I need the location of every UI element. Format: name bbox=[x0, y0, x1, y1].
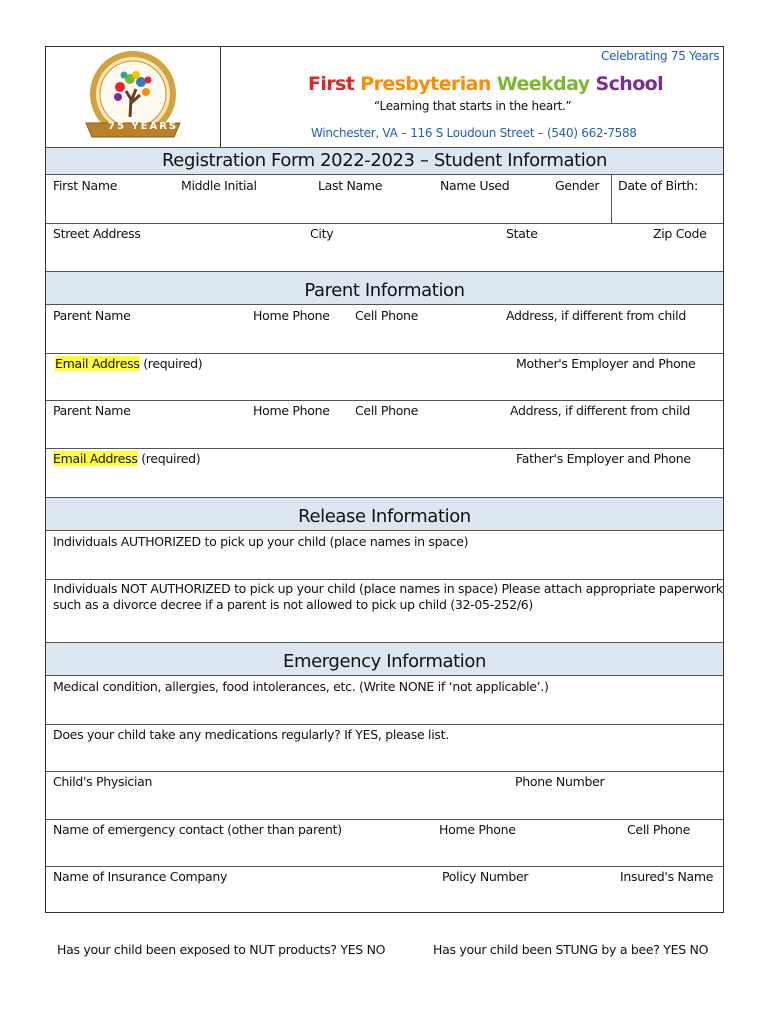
registration-form bbox=[45, 46, 724, 913]
label-email-1 bbox=[55, 356, 202, 371]
label-address-diff-2: Address, if different from child bbox=[510, 403, 690, 418]
label-physician: Child's Physician bbox=[53, 774, 153, 789]
label-insurance: Name of Insurance Company bbox=[53, 869, 228, 884]
divider bbox=[46, 579, 723, 580]
label-cell-phone-2: Cell Phone bbox=[355, 403, 419, 418]
address-line: Winchester, VA – 116 S Loudoun Street – (540) 662-7588 bbox=[311, 126, 637, 140]
required-text: (required) bbox=[141, 451, 201, 466]
school-name-presbyterian: Presbyterian bbox=[360, 73, 491, 95]
divider bbox=[46, 866, 723, 867]
nut-question: Has your child been exposed to NUT products? YES NO bbox=[57, 942, 386, 957]
label-emergency-contact: Name of emergency contact (other than parent) bbox=[53, 822, 342, 837]
label-parent-name-1: Parent Name bbox=[53, 308, 131, 323]
logo-cell bbox=[46, 47, 221, 147]
school-logo bbox=[46, 47, 221, 147]
bee-question: Has your child been STUNG by a bee? YES NO bbox=[433, 942, 709, 957]
label-first-name: First Name bbox=[53, 178, 118, 193]
label-not-authorized-line2: such as a divorce decree if a parent is not allowed to pick up child (32-05-252/6) bbox=[53, 597, 533, 612]
label-medical: Medical condition, allergies, food intolerances, etc. (Write NONE if ‘not applicable’.) bbox=[53, 679, 549, 694]
divider bbox=[46, 400, 723, 401]
label-home-phone-1: Home Phone bbox=[253, 308, 330, 323]
divider bbox=[46, 353, 723, 354]
required-text: (required) bbox=[143, 356, 203, 371]
label-dob: Date of Birth: bbox=[618, 178, 698, 193]
divider bbox=[46, 448, 723, 449]
label-authorized: Individuals AUTHORIZED to pick up your child (place names in space) bbox=[53, 534, 469, 549]
label-zip-code: Zip Code bbox=[653, 226, 707, 241]
label-street-address: Street Address bbox=[53, 226, 141, 241]
label-policy-number: Policy Number bbox=[442, 869, 529, 884]
label-gender: Gender bbox=[555, 178, 600, 193]
tagline: “Learning that starts in the heart.” bbox=[374, 99, 572, 113]
celebrating-text: Celebrating 75 Years bbox=[601, 49, 720, 63]
divider bbox=[46, 724, 723, 725]
divider bbox=[46, 223, 723, 224]
school-name bbox=[308, 73, 663, 95]
divider bbox=[46, 819, 723, 820]
label-emergency-cell-phone: Cell Phone bbox=[627, 822, 691, 837]
label-home-phone-2: Home Phone bbox=[253, 403, 330, 418]
divider bbox=[46, 771, 723, 772]
label-mother-employer: Mother's Employer and Phone bbox=[516, 356, 696, 371]
label-state: State bbox=[506, 226, 538, 241]
label-name-used: Name Used bbox=[440, 178, 510, 193]
label-city: City bbox=[310, 226, 334, 241]
label-middle-initial: Middle Initial bbox=[181, 178, 257, 193]
label-insured-name: Insured's Name bbox=[620, 869, 714, 884]
label-emergency-home-phone: Home Phone bbox=[439, 822, 516, 837]
section-release-info: Release Information bbox=[46, 497, 723, 531]
school-name-school: School bbox=[595, 73, 664, 95]
logo-banner-text: 75 YEARS bbox=[108, 121, 179, 132]
section-parent-info: Parent Information bbox=[46, 271, 723, 305]
label-medications: Does your child take any medications regularly? If YES, please list. bbox=[53, 727, 449, 742]
label-cell-phone-1: Cell Phone bbox=[355, 308, 419, 323]
section-emergency-info: Emergency Information bbox=[46, 642, 723, 676]
label-father-employer: Father's Employer and Phone bbox=[516, 451, 691, 466]
email-address-highlight: Email Address bbox=[55, 356, 140, 371]
dob-divider bbox=[611, 175, 612, 223]
label-email-2 bbox=[53, 451, 200, 466]
label-phone-number: Phone Number bbox=[515, 774, 605, 789]
school-name-first: First bbox=[308, 73, 355, 95]
section-student-info: Registration Form 2022-2023 – Student Information bbox=[46, 147, 723, 175]
school-name-weekday: Weekday bbox=[496, 73, 590, 95]
label-address-diff-1: Address, if different from child bbox=[506, 308, 686, 323]
label-parent-name-2: Parent Name bbox=[53, 403, 131, 418]
label-not-authorized-line1: Individuals NOT AUTHORIZED to pick up your child (place names in space) Please attach appropriate paperwork bbox=[53, 581, 723, 596]
label-last-name: Last Name bbox=[318, 178, 383, 193]
email-address-highlight: Email Address bbox=[53, 451, 138, 466]
